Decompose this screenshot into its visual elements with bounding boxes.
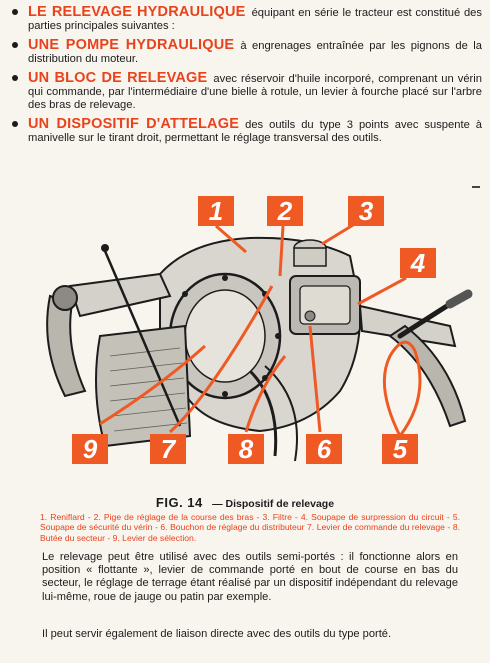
figure-legend: 1. Reniflard - 2. Pige de réglage de la course des bras - 3. Filtre - 4. Soupape de surpression du circuit - 5. Soupape de sécurité du vérin - 6. Bouchon de réglage du distributeur 7. Levier de commande du relevage - 8. Butée du secteur - 9. Levier de sélection. bbox=[40, 512, 460, 543]
callout-7: 7 bbox=[150, 434, 186, 464]
hydraulic-lift-illustration bbox=[10, 186, 480, 476]
bullet-dot bbox=[12, 121, 18, 127]
bullet-item bbox=[10, 118, 482, 145]
bullet-keyword: UN DISPOSITIF D'ATTELAGE bbox=[28, 116, 240, 132]
body-paragraph: Il peut servir également de liaison directe avec des outils du type porté. bbox=[42, 628, 392, 640]
bullet-dot bbox=[12, 42, 18, 48]
bullet-item bbox=[10, 39, 482, 66]
lift-mechanism-drawing bbox=[10, 186, 480, 476]
bullet-text: des outils du type 3 points avec suspente à manivelle sur le tirant droit, permettant le réglage transversal des outils. bbox=[28, 119, 483, 144]
callout-2: 2 bbox=[267, 196, 303, 226]
bullet-keyword: LE RELEVAGE HYDRAULIQUE bbox=[28, 4, 246, 20]
bullet-keyword: UNE POMPE HYDRAULIQUE bbox=[28, 37, 235, 53]
bullet-text: à engrenages entraînée par les pignons de la distribution du moteur. bbox=[28, 40, 482, 65]
callout-4: 4 bbox=[400, 248, 436, 278]
bullet-item bbox=[10, 6, 482, 33]
body-paragraph: Le relevage peut être utilisé avec des outils semi-portés : il fonctionne alors en position « flottante », levier de commande porté en bout de course en bas du secteur, le réglage de terrage étant réalisé par un dispositif indépendant du relevage lui-même, roue de jauge ou patin par exemple. bbox=[42, 551, 458, 603]
callout-8: 8 bbox=[228, 434, 264, 464]
callout-3: 3 bbox=[348, 196, 384, 226]
figure-title: — Dispositif de relevage bbox=[212, 498, 335, 510]
callout-9: 9 bbox=[72, 434, 108, 464]
bullet-dot bbox=[12, 9, 18, 15]
bullet-text: avec réservoir d'huile incorporé, comprenant un vérin qui commande, par l'intermédiaire d'une bielle à rotule, un levier à fourche placé sur l'arbre des bras de relevage. bbox=[28, 73, 482, 111]
bullet-item bbox=[10, 72, 482, 112]
callout-5: 5 bbox=[382, 434, 418, 464]
callout-6: 6 bbox=[306, 434, 342, 464]
bullet-keyword: UN BLOC DE RELEVAGE bbox=[28, 70, 208, 86]
figure-caption bbox=[0, 495, 490, 510]
callout-1: 1 bbox=[198, 196, 234, 226]
bullet-text: équipant en série le tracteur est constitué des parties principales suivantes : bbox=[28, 7, 483, 32]
component-list bbox=[10, 6, 482, 151]
figure-number: FIG. 14 bbox=[155, 495, 203, 510]
bullet-dot bbox=[12, 75, 18, 81]
